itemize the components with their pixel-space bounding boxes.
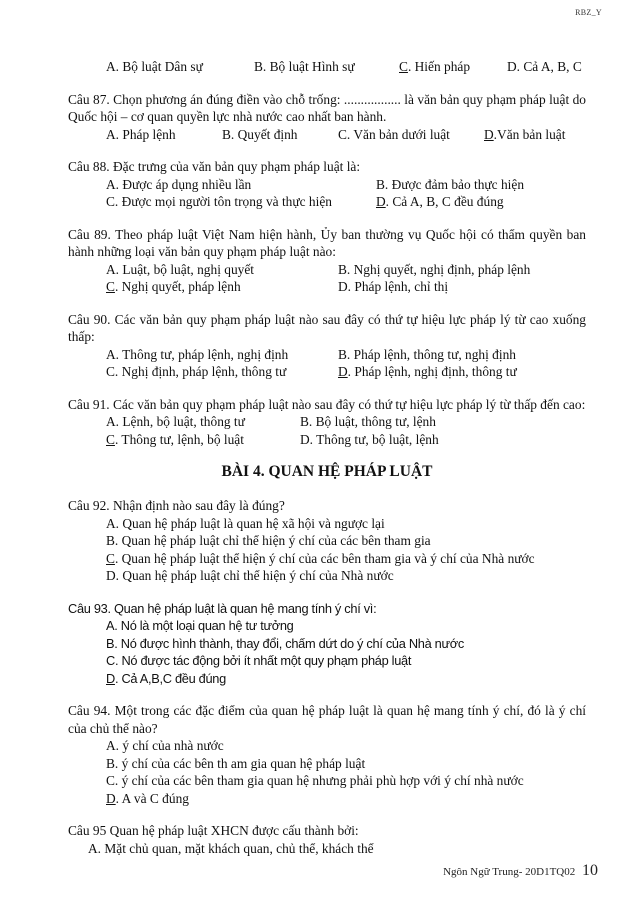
option-b: B. Bộ luật, thông tư, lệnh — [300, 414, 436, 429]
question-text: Câu 91. Các văn bản quy phạm pháp luật nào sau đây có thứ tự hiệu lực pháp lý từ thấp đến cao: — [68, 396, 586, 412]
question-text: Câu 87. Chọn phương án đúng điền vào chỗ trống: ................. là văn bản quy phạm pháp luật do Quốc hội – cơ quan quyền lực nhà nước cao nhất ban hành. — [68, 91, 586, 124]
option-c: C. Thông tư, lệnh, bộ luật — [106, 431, 244, 447]
options-row — [68, 261, 586, 279]
question-93 — [68, 600, 586, 688]
option-c: C. Quan hệ pháp luật thể hiện ý chí của các bên tham gia và ý chí của Nhà nước — [106, 550, 535, 566]
option-b: B. Quan hệ pháp luật chỉ thể hiện ý chí của các bên tham gia — [106, 533, 431, 548]
option-d: D. A và C đúng — [106, 790, 189, 806]
options-list — [68, 840, 586, 858]
options-row — [68, 413, 586, 431]
option-a: A. Bộ luật Dân sự — [106, 59, 203, 74]
option-b: B. ý chí của các bên th am gia quan hệ pháp luật — [106, 755, 366, 771]
header-id: RBZ_Y — [575, 8, 602, 17]
question-88 — [68, 158, 586, 211]
option-d: D.Văn bản luật — [484, 126, 566, 142]
option-b: B. Quyết định — [222, 126, 298, 142]
page-footer — [443, 862, 598, 880]
option-d: D. Pháp lệnh, chỉ thị — [338, 279, 449, 294]
option-c: C. Nghị quyết, pháp lệnh — [106, 279, 241, 294]
option-b: B. Nó được hình thành, thay đổi, chấm dứt do ý chí của Nhà nước — [106, 635, 464, 651]
option-a: A. Nó là một loại quan hệ tư tưởng — [106, 618, 294, 633]
option-c: C. Hiến pháp — [399, 59, 471, 74]
option-c: C. Nghị định, pháp lệnh, thông tư — [106, 364, 287, 379]
options-list — [68, 515, 586, 585]
correct-answer-mark: D — [376, 194, 386, 209]
options-row — [68, 58, 586, 76]
option-c: C. ý chí của các bên tham gia quan hệ nhưng phải phù hợp với ý chí nhà nước — [106, 773, 524, 788]
question-text: Câu 89. Theo pháp luật Việt Nam hiện hành, Ủy ban thường vụ Quốc hội có thẩm quyền ban hành những loại văn bản quy phạm pháp luật nào: — [68, 226, 586, 259]
options-list — [68, 617, 586, 687]
option-a: A. Quan hệ pháp luật là quan hệ xã hội và ngược lại — [106, 515, 385, 531]
option-a: A. Pháp lệnh — [106, 126, 176, 142]
correct-answer-mark: D — [338, 364, 348, 379]
question-95 — [68, 822, 586, 857]
option-d: D. Pháp lệnh, nghị định, thông tư — [338, 364, 517, 379]
question-text: Câu 94. Một trong các đặc điểm của quan hệ pháp luật là quan hệ mang tính ý chí, đó là ý chí của chủ thể nào? — [68, 703, 586, 736]
question-text: Câu 88. Đặc trưng của văn bản quy phạm pháp luật là: — [68, 159, 361, 174]
options-row — [68, 278, 586, 296]
correct-answer-mark: C — [399, 59, 408, 74]
page-number: 10 — [582, 862, 598, 879]
option-a: A. Được áp dụng nhiều lần — [106, 176, 252, 192]
options-row — [68, 176, 586, 194]
option-d: D. Quan hệ pháp luật chỉ thể hiện ý chí của Nhà nước — [106, 568, 394, 583]
options-row — [68, 363, 586, 381]
option-a: A. ý chí của nhà nước — [106, 738, 224, 753]
option-a: A. Mặt chủ quan, mặt khách quan, chủ thể, khách thể — [88, 840, 374, 856]
option-b: B. Được đảm bảo thực hiện — [376, 176, 525, 192]
option-a: A. Luật, bộ luật, nghị quyết — [106, 261, 255, 277]
question-87 — [68, 91, 586, 144]
options-row — [68, 126, 586, 144]
question-text: Câu 93. Quan hệ pháp luật là quan hệ mang tính ý chí vì: — [68, 600, 377, 616]
option-c: C. Được mọi người tôn trọng và thực hiện — [106, 194, 332, 209]
question-94 — [68, 702, 586, 807]
correct-answer-mark: D — [484, 126, 494, 142]
question-text: Câu 92. Nhận định nào sau đây là đúng? — [68, 498, 285, 513]
content — [68, 58, 586, 872]
question-86 — [68, 58, 586, 76]
option-c: C. Nó được tác động bởi ít nhất một quy phạm pháp luật — [106, 653, 412, 668]
correct-answer-mark: D — [106, 670, 115, 686]
option-b: B. Pháp lệnh, thông tư, nghị định — [338, 346, 516, 362]
options-row — [68, 346, 586, 364]
option-d: D. Cả A, B, C đều đúng — [376, 194, 504, 209]
question-92 — [68, 497, 586, 585]
section-title: BÀI 4. QUAN HỆ PHÁP LUẬT — [221, 463, 433, 480]
footer-text: Ngôn Ngữ Trung- 20D1TQ02 — [443, 866, 576, 878]
correct-answer-mark: C — [106, 279, 115, 294]
option-a: A. Lệnh, bộ luật, thông tư — [106, 414, 245, 429]
correct-answer-mark: C — [106, 550, 115, 566]
option-b: B. Nghị quyết, nghị định, pháp lệnh — [338, 261, 531, 277]
option-c: C. Văn bản dưới luật — [338, 126, 450, 142]
options-list — [68, 737, 586, 807]
question-89 — [68, 226, 586, 296]
question-91 — [68, 396, 586, 449]
option-a: A. Thông tư, pháp lệnh, nghị định — [106, 346, 289, 362]
options-row — [68, 193, 586, 211]
question-text: Câu 90. Các văn bản quy phạm pháp luật nào sau đây có thứ tự hiệu lực pháp lý từ cao xuống thấp: — [68, 311, 586, 344]
option-d: D. Cả A,B,C đều đúng — [106, 670, 226, 686]
option-d: D. Thông tư, bộ luật, lệnh — [300, 431, 439, 447]
question-90 — [68, 311, 586, 381]
option-b: B. Bộ luật Hình sự — [254, 59, 355, 74]
options-row — [68, 431, 586, 449]
correct-answer-mark: D — [106, 790, 116, 806]
option-d: D. Cả A, B, C — [507, 59, 582, 74]
correct-answer-mark: C — [106, 431, 115, 447]
question-text: Câu 95 Quan hệ pháp luật XHCN được cấu thành bởi: — [68, 823, 359, 838]
